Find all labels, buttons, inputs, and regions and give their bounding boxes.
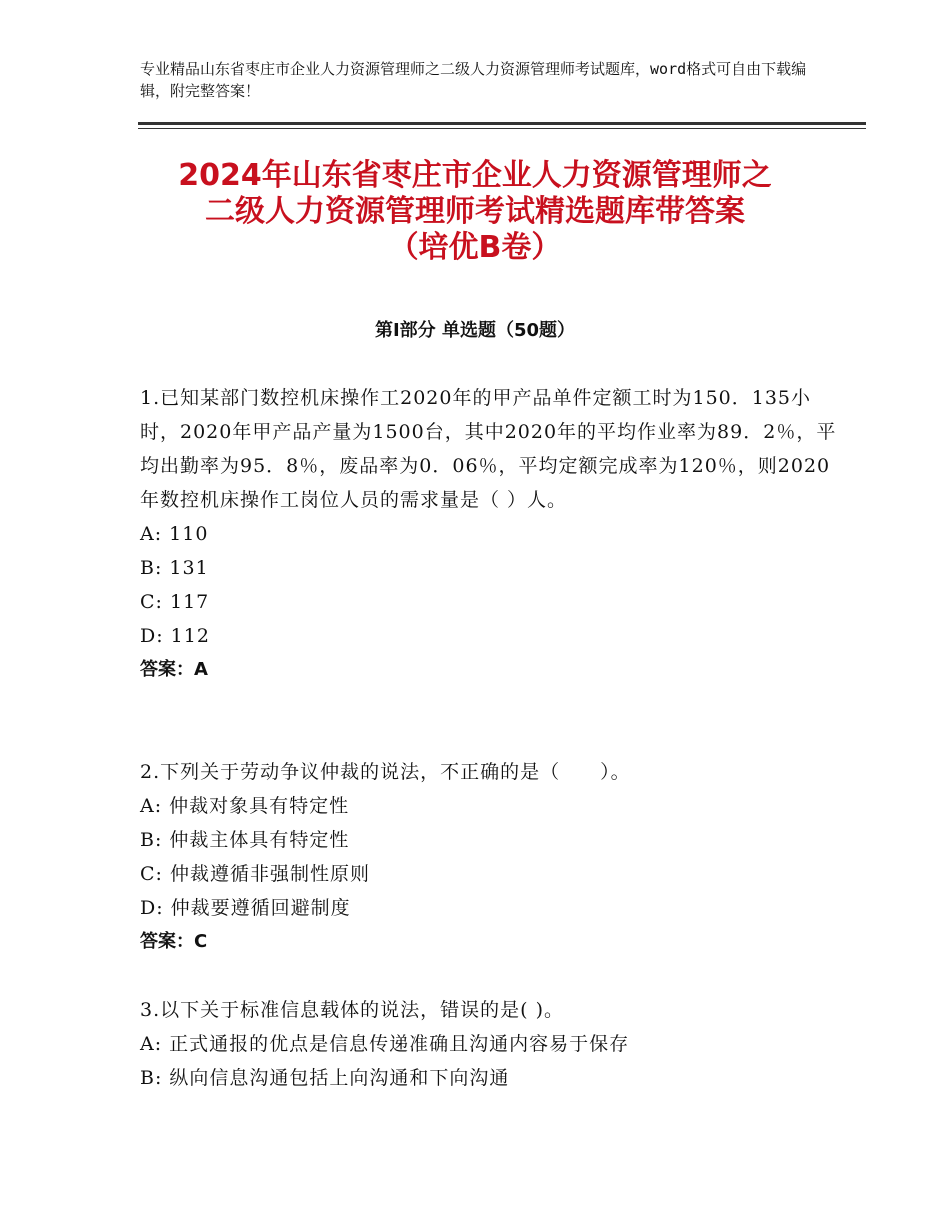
answer-label: 答案：C bbox=[140, 931, 208, 952]
answer-label: 答案：A bbox=[140, 659, 208, 680]
option-c: C: 117 bbox=[140, 591, 210, 613]
header-rule-thick bbox=[138, 122, 866, 125]
option-c: C: 仲裁遵循非强制性原则 bbox=[140, 863, 370, 885]
header-note: 专业精品山东省枣庄市企业人力资源管理师之二级人力资源管理师考试题库，word格式可自由下载编辑，附完整答案！ bbox=[140, 60, 807, 100]
section-heading: 第Ⅰ部分 单选题（50题） bbox=[374, 320, 575, 341]
question-1 bbox=[140, 381, 840, 687]
option-b: B: 131 bbox=[140, 557, 209, 579]
title-line-2: 二级人力资源管理师考试精选题库带答案 bbox=[205, 194, 745, 229]
option-b: B: 纵向信息沟通包括上向沟通和下向沟通 bbox=[140, 1067, 510, 1089]
question-stem: 2.下列关于劳动争议仲裁的说法，不正确的是（ ）。 bbox=[140, 761, 631, 783]
question-3 bbox=[140, 993, 840, 1095]
option-d: D: 仲裁要遵循回避制度 bbox=[140, 897, 351, 919]
header-rule-thin bbox=[138, 128, 866, 129]
option-a: A: 110 bbox=[140, 523, 209, 545]
option-d: D: 112 bbox=[140, 625, 210, 647]
title-line-1: 2024年山东省枣庄市企业人力资源管理师之 bbox=[178, 158, 772, 193]
question-stem: 1.已知某部门数控机床操作工2020年的甲产品单件定额工时为150．135小时，2020年甲产品产量为1500台，其中2020年的平均作业率为89．2％，平均出勤率为95．8％，废品率为0．06％，平均定额完成率为120％，则2020年数控机床操作工岗位人员的需求量是（ ）人。 bbox=[140, 387, 837, 511]
question-2 bbox=[140, 755, 840, 959]
option-b: B: 仲裁主体具有特定性 bbox=[140, 829, 350, 851]
question-stem: 3.以下关于标准信息载体的说法，错误的是( )。 bbox=[140, 999, 564, 1021]
document-title bbox=[95, 158, 855, 266]
title-line-3: （培优B卷） bbox=[388, 230, 562, 265]
option-a: A: 仲裁对象具有特定性 bbox=[140, 795, 350, 817]
option-a: A: 正式通报的优点是信息传递准确且沟通内容易于保存 bbox=[140, 1033, 630, 1055]
